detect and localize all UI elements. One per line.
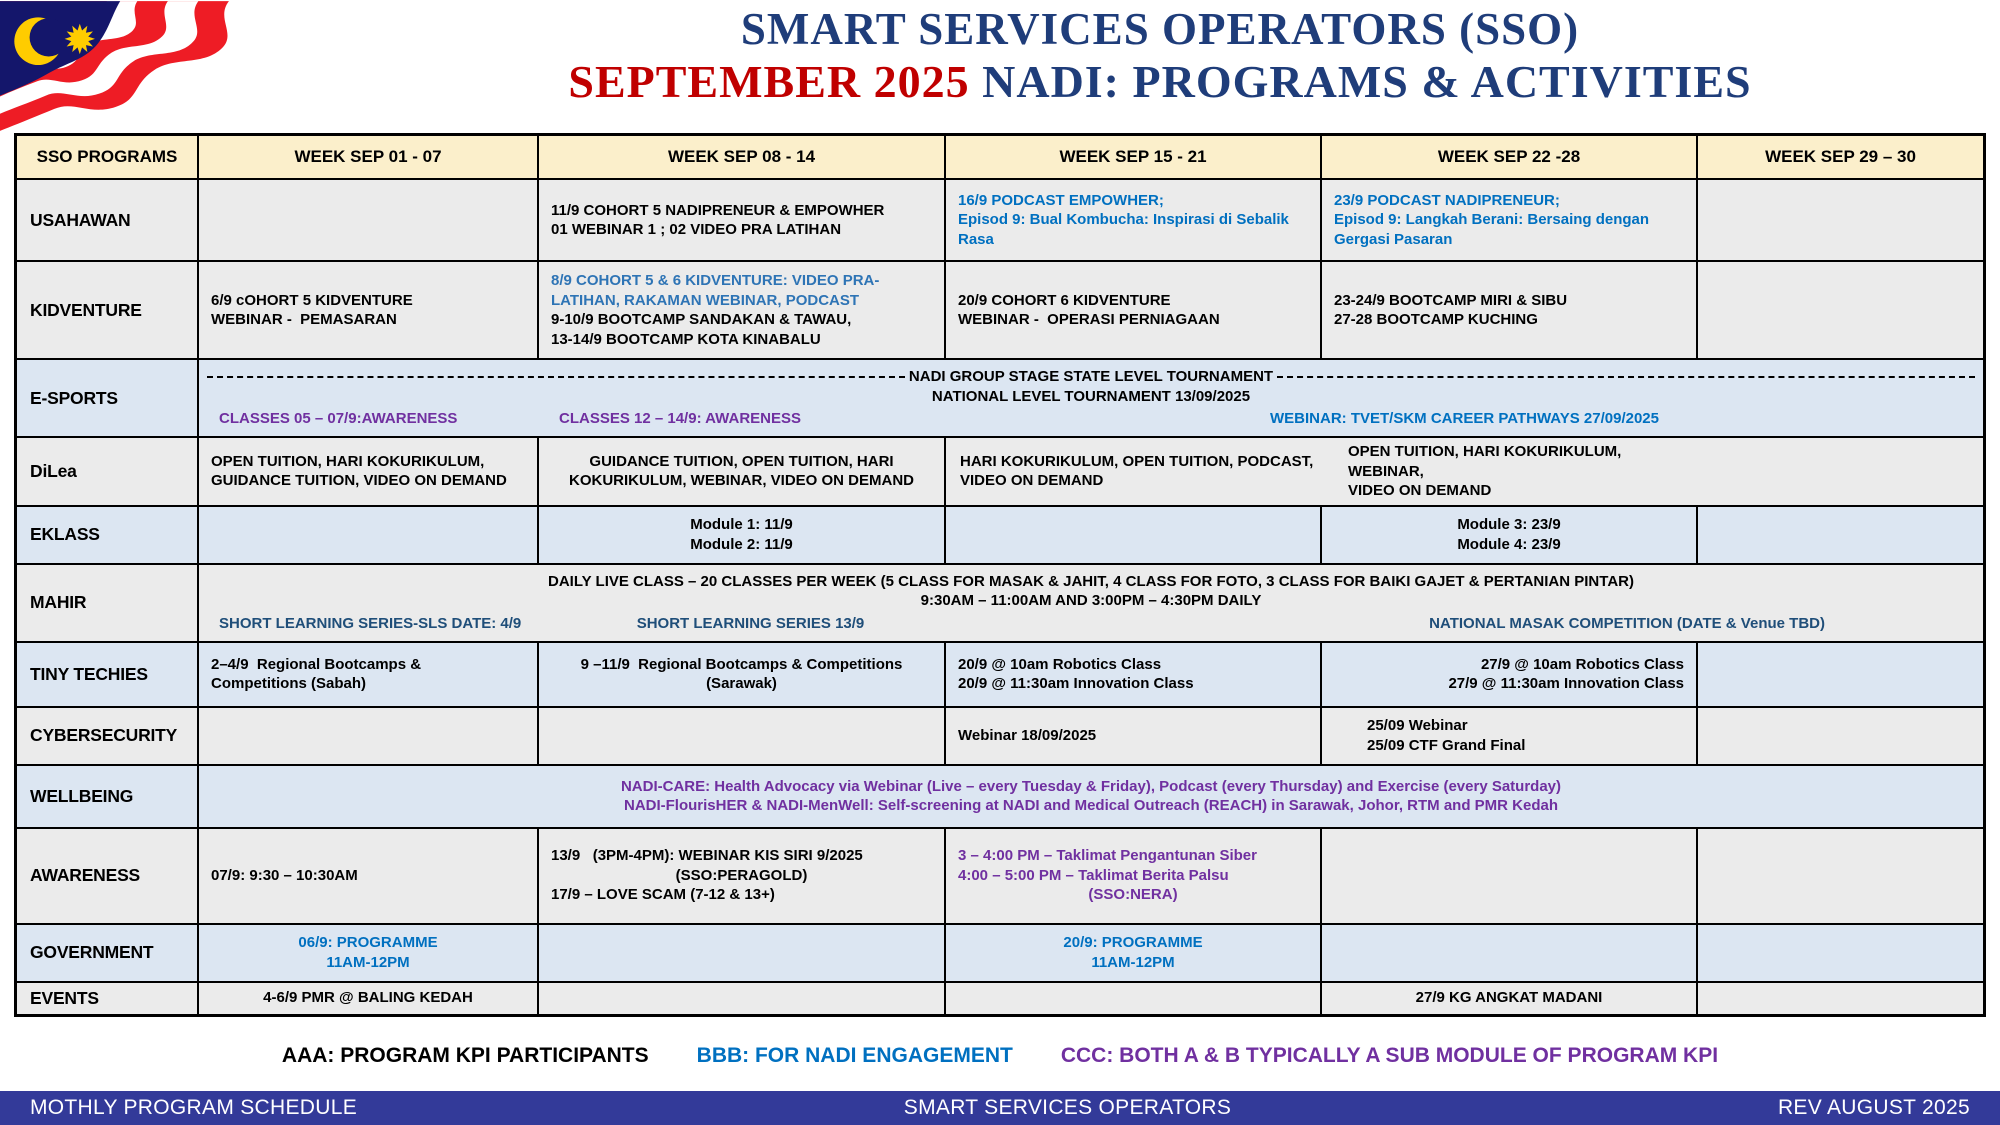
table-row-tiny-techies [17, 641, 1983, 706]
cell-eklass-week3 [944, 507, 1320, 563]
cell-eklass-week4: Module 3: 23/9 Module 4: 23/9 [1320, 507, 1696, 563]
cell-tiny-week5 [1696, 643, 1983, 706]
cell-government-week1: 06/9: PROGRAMME 11AM-12PM [197, 925, 537, 981]
cell-tiny-week3: 20/9 @ 10am Robotics Class 20/9 @ 11:30am Innovation Class [944, 643, 1320, 706]
cell-government-week3: 20/9: PROGRAMME 11AM-12PM [944, 925, 1320, 981]
dilea-week3-text: HARI KOKURIKULUM, OPEN TUITION, PODCAST, VIDEO ON DEMAND [960, 452, 1314, 490]
legend-aaa: AAA: PROGRAM KPI PARTICIPANTS [281, 1044, 649, 1067]
row-label-tiny-techies: TINY TECHIES [30, 663, 148, 684]
cell-kidventure-week4: 23-24/9 BOOTCAMP MIRI & SIBU 27-28 BOOTCAMP KUCHING [1320, 262, 1696, 358]
column-header-programs: SSO PROGRAMS [36, 146, 178, 166]
cell-cyber-week3: Webinar 18/09/2025 [944, 708, 1320, 764]
cell-awareness-week4 [1320, 829, 1696, 923]
row-label-events: EVENTS [30, 987, 99, 1008]
cell-usahawan-week3: 16/9 PODCAST EMPOWHER; Episod 9: Bual Kombucha: Inspirasi di Sebalik Rasa [944, 180, 1320, 260]
footer-center: SMART SERVICES OPERATORS [903, 1096, 1232, 1119]
mahir-bottom-line: SHORT LEARNING SERIES-SLS DATE: 4/9 SHORT LEARNING SERIES 13/9 NATIONAL MASAK COMPETITION (DATE & Venue TBD) [219, 614, 1825, 632]
row-label-esports: E-SPORTS [30, 387, 118, 408]
dash-decor-right [1277, 376, 1975, 378]
cell-kidventure-week1: 6/9 cOHORT 5 KIDVENTURE WEBINAR - PEMASARAN [197, 262, 537, 358]
row-label-kidventure: KIDVENTURE [30, 299, 142, 320]
title-line2 [330, 56, 1990, 109]
cell-cyber-week4: 25/09 Webinar 25/09 CTF Grand Final [1320, 708, 1696, 764]
dilea-week4-text: OPEN TUITION, HARI KOKURIKULUM, WEBINAR, VIDEO ON DEMAND [1348, 443, 1626, 499]
table-header-row [17, 136, 1983, 178]
footer-right: REV AUGUST 2025 [1777, 1096, 1970, 1119]
cell-awareness-week3: 3 – 4:00 PM – Taklimat Pengantunan Siber 4:00 – 5:00 PM – Taklimat Berita Palsu (SSO:NERA) [944, 829, 1320, 923]
cell-government-week4 [1320, 925, 1696, 981]
table-row-usahawan [17, 178, 1983, 260]
row-label-cybersecurity: CYBERSECURITY [30, 725, 178, 746]
table-row-wellbeing [17, 764, 1983, 827]
row-label-eklass: EKLASS [30, 524, 100, 545]
cell-esports-merged: NADI GROUP STAGE STATE LEVEL TOURNAMENT NATIONAL LEVEL TOURNAMENT 13/09/2025 CLASSES 05 – 07/9:AWARENESS CLASSES 12 – 14/9: AWARENESS WEBINAR: TVET/SKM CAREER PATHWAYS 27/09/2025 [197, 360, 1983, 436]
cell-cyber-week2 [537, 708, 944, 764]
cell-government-week5 [1696, 925, 1983, 981]
cell-cyber-week5 [1696, 708, 1983, 764]
title-line1: SMART SERVICES OPERATORS (SSO) [740, 4, 1580, 54]
table-row-cybersecurity [17, 706, 1983, 764]
cell-tiny-week2: 9 –11/9 Regional Bootcamps & Competitions (Sarawak) [537, 643, 944, 706]
title-month: SEPTEMBER 2025 [568, 55, 970, 107]
cell-kidventure-week2: 8/9 COHORT 5 & 6 KIDVENTURE: VIDEO PRA-LATIHAN, RAKAMAN WEBINAR, PODCAST 9-10/9 BOOTCAMP SANDAKAN & TAWAU, 13-14/9 BOOTCAMP KOTA KINABALU [537, 262, 944, 358]
page-title [330, 4, 1990, 109]
footer-left: MOTHLY PROGRAM SCHEDULE [30, 1096, 358, 1119]
cell-usahawan-week5 [1696, 180, 1983, 260]
table-row-government [17, 923, 1983, 981]
cell-awareness-week2: 13/9 (3PM-4PM): WEBINAR KIS SIRI 9/2025 (SSO:PERAGOLD) 17/9 – LOVE SCAM (7-12 & 13+) [537, 829, 944, 923]
cell-eklass-week5 [1696, 507, 1983, 563]
cell-tiny-week1: 2–4/9 Regional Bootcamps & Competitions (Sabah) [197, 643, 537, 706]
table-row-esports [17, 358, 1983, 436]
table-row-awareness [17, 827, 1983, 923]
cell-events-week5 [1696, 983, 1983, 1014]
esports-tournament-line: NADI GROUP STAGE STATE LEVEL TOURNAMENT [207, 367, 1975, 387]
row-label-awareness: AWARENESS [30, 865, 141, 886]
cell-awareness-week1: 07/9: 9:30 – 10:30AM [197, 829, 537, 923]
cell-events-week1: 4-6/9 PMR @ BALING KEDAH [197, 983, 537, 1014]
table-row-events [17, 981, 1983, 1014]
row-label-government: GOVERNMENT [30, 942, 154, 963]
cell-tiny-week4: 27/9 @ 10am Robotics Class 27/9 @ 11:30am Innovation Class [1320, 643, 1696, 706]
cell-eklass-week1 [197, 507, 537, 563]
cell-events-week3 [944, 983, 1320, 1014]
cell-usahawan-week1 [197, 180, 537, 260]
cell-wellbeing-merged: NADI-CARE: Health Advocacy via Webinar (Live – every Tuesday & Friday), Podcast (every Thursday) and Exercise (every Saturday) NADI-FlourisHER & NADI-MenWell: Self-screening at NADI and Medical Outreach (REACH) in Sarawak, Johor, RTM and PMR Kedah [197, 766, 1983, 827]
cell-eklass-week2: Module 1: 11/9 Module 2: 11/9 [537, 507, 944, 563]
row-label-wellbeing: WELLBEING [30, 785, 134, 806]
row-label-usahawan: USAHAWAN [30, 209, 131, 230]
cell-events-week2 [537, 983, 944, 1014]
cell-awareness-week5 [1696, 829, 1983, 923]
esports-bottom-line: CLASSES 05 – 07/9:AWARENESS CLASSES 12 – 14/9: AWARENESS WEBINAR: TVET/SKM CAREER PATHWAYS 27/09/2025 [219, 410, 1659, 428]
schedule-table [14, 133, 1986, 1017]
cell-dilea-weeks3-5 [944, 438, 1983, 505]
cell-events-week4: 27/9 KG ANGKAT MADANI [1320, 983, 1696, 1014]
row-label-dilea: DiLea [30, 460, 77, 481]
column-header-week5: WEEK SEP 29 – 30 [1696, 136, 1983, 178]
cell-dilea-week2: GUIDANCE TUITION, OPEN TUITION, HARI KOKURIKULUM, WEBINAR, VIDEO ON DEMAND [537, 438, 944, 505]
dash-decor-left [207, 376, 905, 378]
cell-mahir-merged: DAILY LIVE CLASS – 20 CLASSES PER WEEK (5 CLASS FOR MASAK & JAHIT, 4 CLASS FOR FOTO, 3 CLASS FOR BAIKI GAJET & PERTANIAN PINTAR) 9:30AM – 11:00AM AND 3:00PM – 4:30PM DAILY SHORT LEARNING SERIES-SLS DATE: 4/9 SHORT LEARNING SERIES 13/9 NATIONAL MASAK COMPETITION (DATE & Venue TBD) [197, 565, 1983, 641]
column-header-week4: WEEK SEP 22 -28 [1320, 136, 1696, 178]
svg-text:✹: ✹ [62, 17, 97, 64]
kpi-legend [0, 1044, 2000, 1068]
legend-ccc: CCC: BOTH A & B TYPICALLY A SUB MODULE OF PROGRAM KPI [1060, 1044, 1719, 1067]
malaysia-flag-icon [0, 0, 248, 132]
cell-dilea-week1: OPEN TUITION, HARI KOKURIKULUM, GUIDANCE TUITION, VIDEO ON DEMAND [197, 438, 537, 505]
dilea-merged-grid [946, 438, 1983, 505]
cell-kidventure-week3: 20/9 COHORT 6 KIDVENTURE WEBINAR - OPERASI PERNIAGAAN [944, 262, 1320, 358]
row-label-mahir: MAHIR [30, 592, 87, 613]
cell-usahawan-week2: 11/9 COHORT 5 NADIPRENEUR & EMPOWHER 01 WEBINAR 1 ; 02 VIDEO PRA LATIHAN [537, 180, 944, 260]
table-row-kidventure [17, 260, 1983, 358]
cell-usahawan-week4: 23/9 PODCAST NADIPRENEUR; Episod 9: Langkah Berani: Bersaing dengan Gergasi Pasaran [1320, 180, 1696, 260]
cell-cyber-week1 [197, 708, 537, 764]
cell-kidventure-week5 [1696, 262, 1983, 358]
table-row-mahir [17, 563, 1983, 641]
footer-bar [0, 1091, 2000, 1125]
legend-bbb: BBB: FOR NADI ENGAGEMENT [696, 1044, 1013, 1067]
cell-government-week2 [537, 925, 944, 981]
column-header-week3: WEEK SEP 15 - 21 [944, 136, 1320, 178]
column-header-week2: WEEK SEP 08 - 14 [537, 136, 944, 178]
column-header-week1: WEEK SEP 01 - 07 [197, 136, 537, 178]
table-row-dilea [17, 436, 1983, 505]
title-subject: NADI: PROGRAMS & ACTIVITIES [969, 55, 1752, 107]
table-row-eklass [17, 505, 1983, 563]
